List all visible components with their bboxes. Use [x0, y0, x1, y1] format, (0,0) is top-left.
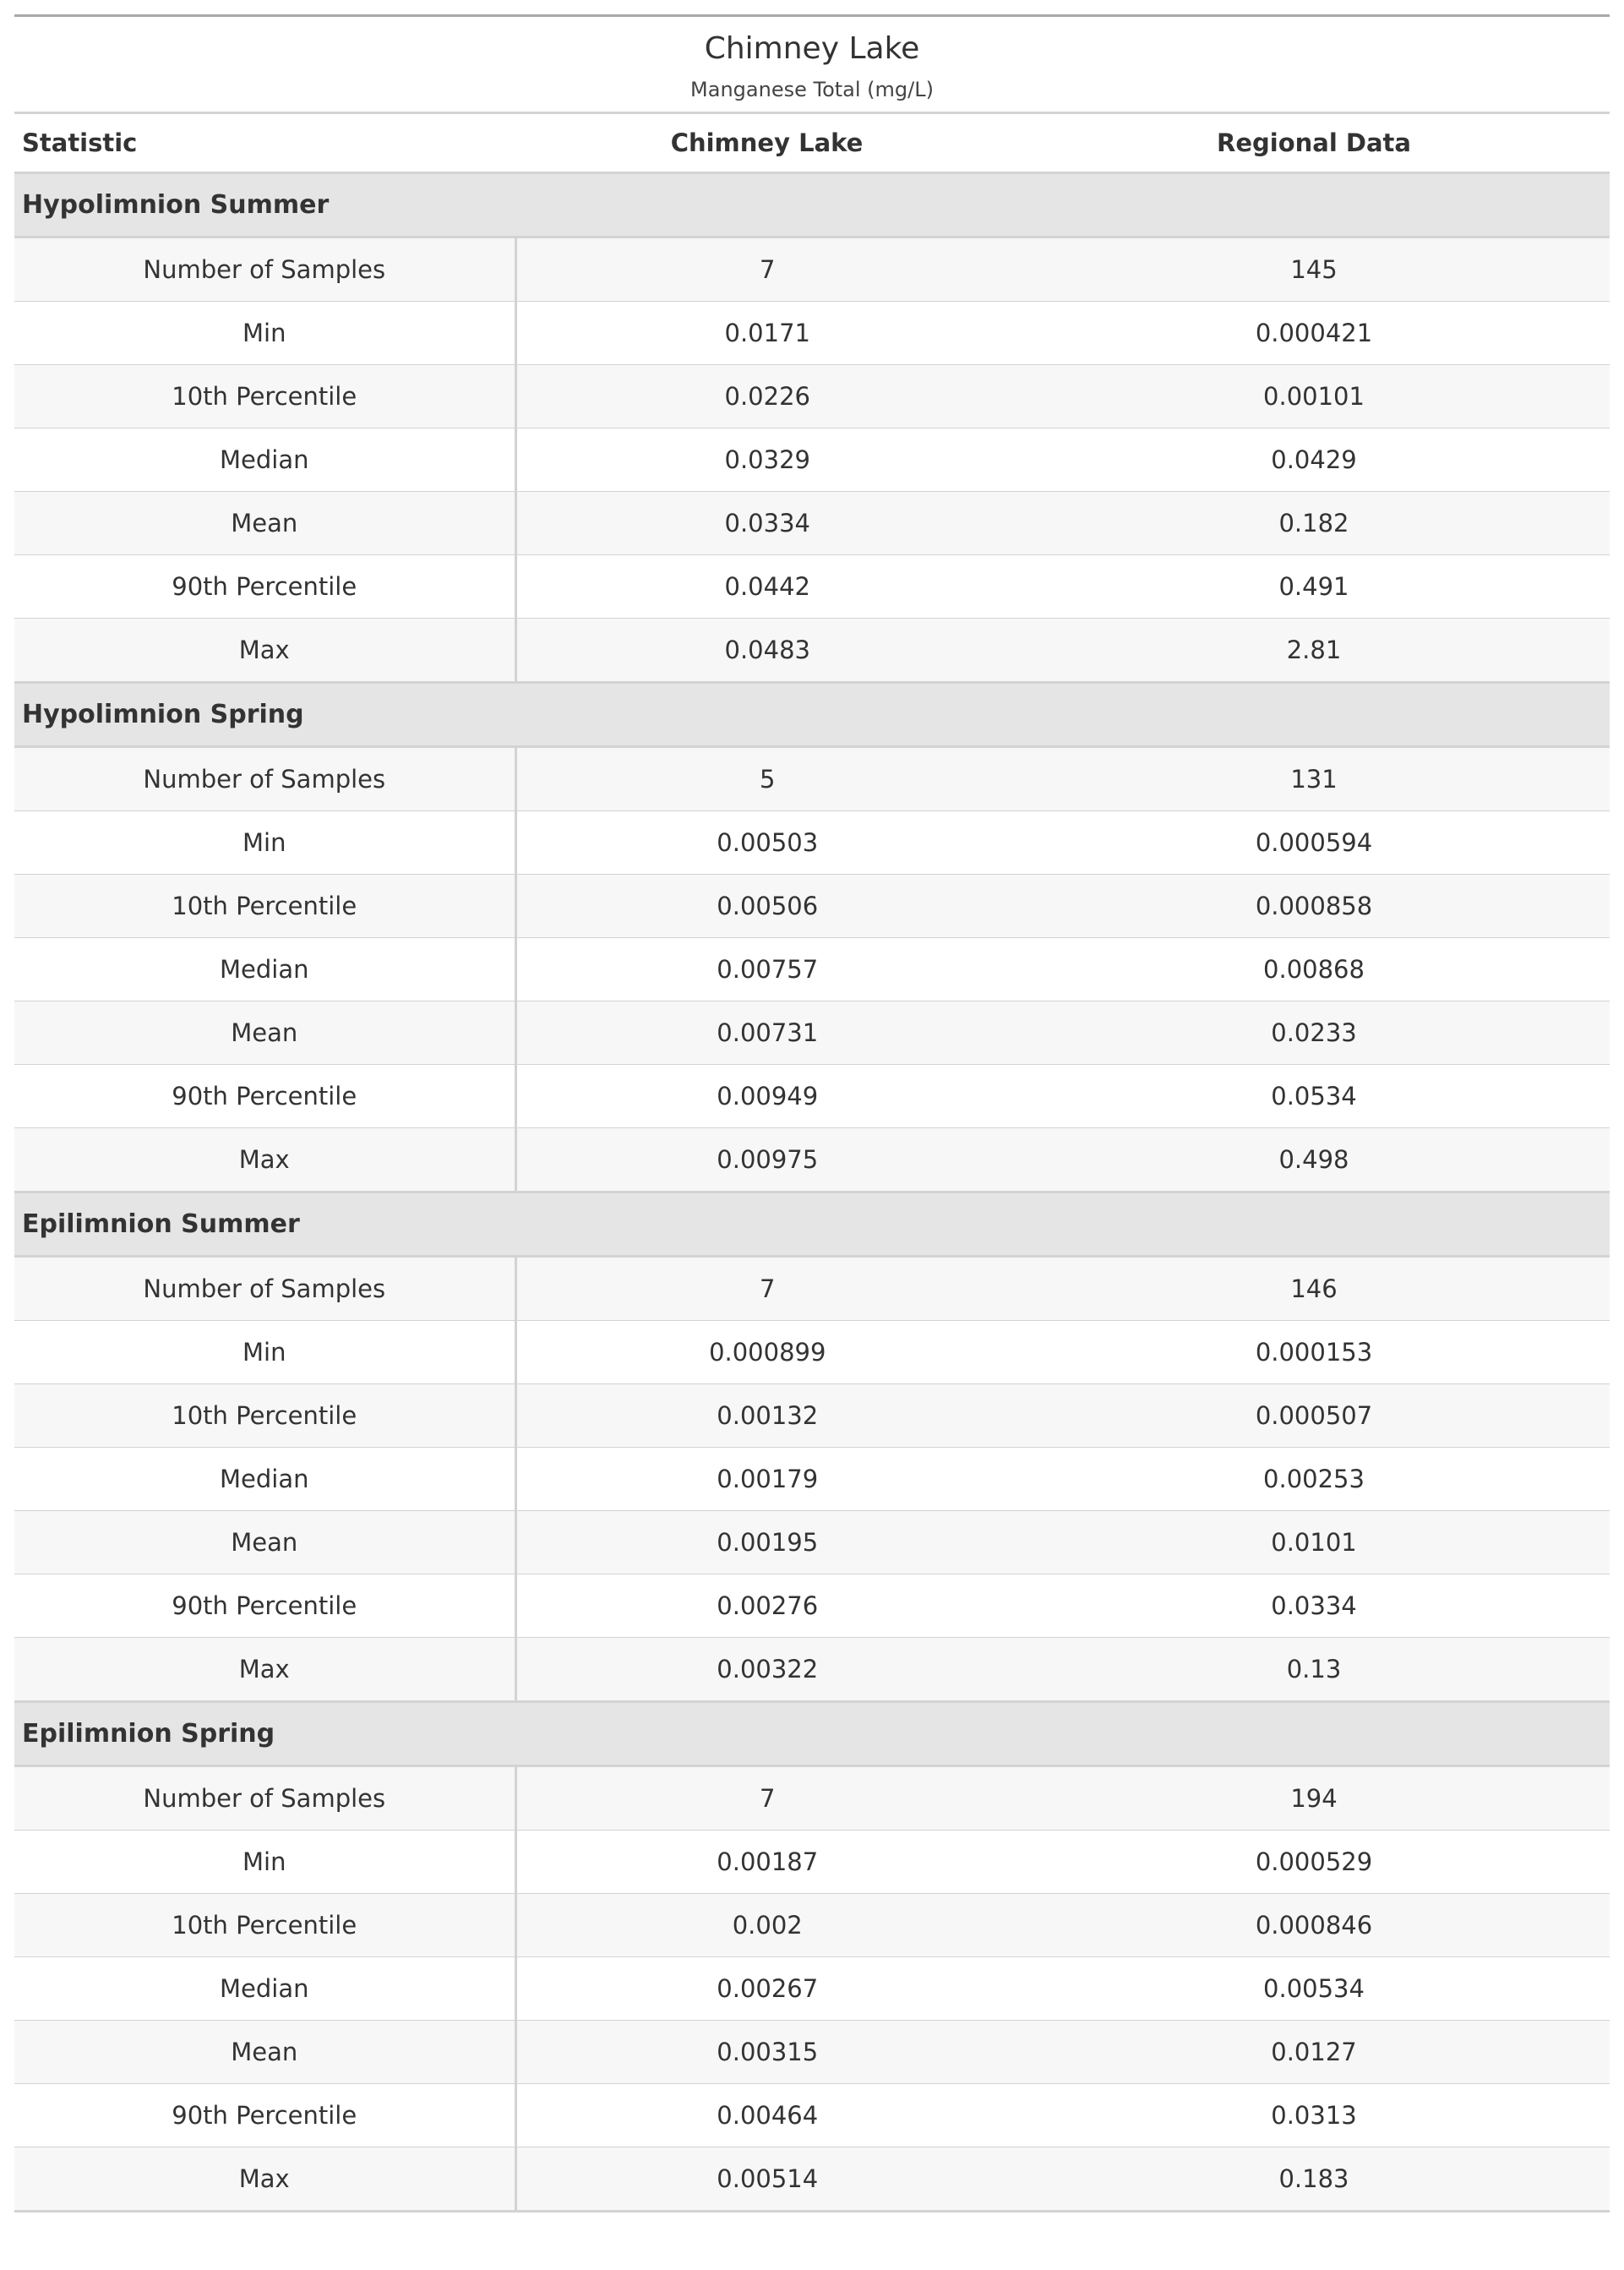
statistic-cell: 10th Percentile [14, 1894, 515, 1957]
lake-value-cell: 0.0329 [515, 428, 1018, 492]
statistic-cell: Mean [14, 2021, 515, 2084]
statistic-cell: 10th Percentile [14, 365, 515, 428]
table-body [14, 173, 1610, 2212]
table-row [14, 428, 1610, 492]
table-row [14, 1065, 1610, 1128]
statistic-cell: 10th Percentile [14, 1384, 515, 1448]
lake-value-cell: 0.00267 [515, 1957, 1018, 2021]
table-row [14, 1511, 1610, 1574]
lake-value-cell: 0.0442 [515, 555, 1018, 619]
lake-value-cell: 0.0334 [515, 492, 1018, 555]
statistic-cell: 90th Percentile [14, 1065, 515, 1128]
table-subtitle: Manganese Total (mg/L) [690, 78, 934, 101]
table-row [14, 811, 1610, 875]
lake-value-cell: 0.0171 [515, 302, 1018, 365]
table-title: Chimney Lake [704, 31, 920, 66]
statistic-cell: Number of Samples [14, 1257, 515, 1321]
regional-value-cell: 2.81 [1018, 619, 1610, 683]
lake-value-cell: 7 [515, 1766, 1018, 1831]
regional-value-cell: 0.491 [1018, 555, 1610, 619]
regional-value-cell: 0.000507 [1018, 1384, 1610, 1448]
table-row [14, 875, 1610, 938]
lake-value-cell: 7 [515, 237, 1018, 302]
table-row [14, 1128, 1610, 1192]
regional-value-cell: 0.183 [1018, 2147, 1610, 2212]
statistic-cell: Number of Samples [14, 237, 515, 302]
lake-value-cell: 0.0483 [515, 619, 1018, 683]
lake-value-cell: 0.00315 [515, 2021, 1018, 2084]
table-row [14, 1257, 1610, 1321]
statistic-cell: Mean [14, 492, 515, 555]
regional-value-cell: 0.000594 [1018, 811, 1610, 875]
statistic-cell: Mean [14, 1511, 515, 1574]
lake-value-cell: 7 [515, 1257, 1018, 1321]
table-row [14, 555, 1610, 619]
regional-value-cell: 0.0429 [1018, 428, 1610, 492]
table-row [14, 2084, 1610, 2147]
table-row [14, 365, 1610, 428]
statistic-cell: 10th Percentile [14, 875, 515, 938]
lake-value-cell: 0.000899 [515, 1321, 1018, 1384]
table-row [14, 1001, 1610, 1065]
regional-value-cell: 0.182 [1018, 492, 1610, 555]
column-header-lake: Chimney Lake [515, 113, 1018, 173]
group-label: Epilimnion Spring [14, 1702, 1610, 1766]
regional-value-cell: 131 [1018, 747, 1610, 811]
lake-value-cell: 0.00757 [515, 938, 1018, 1001]
table-header [14, 16, 1610, 173]
group-row [14, 1702, 1610, 1766]
statistic-cell: Number of Samples [14, 1766, 515, 1831]
regional-value-cell: 0.000529 [1018, 1831, 1610, 1894]
regional-value-cell: 0.0101 [1018, 1511, 1610, 1574]
table-row [14, 1321, 1610, 1384]
table-row [14, 2147, 1610, 2212]
title-row [14, 16, 1610, 113]
table-row [14, 1638, 1610, 1702]
lake-value-cell: 0.0226 [515, 365, 1018, 428]
table-row [14, 1894, 1610, 1957]
group-label: Hypolimnion Summer [14, 173, 1610, 237]
lake-value-cell: 0.00132 [515, 1384, 1018, 1448]
statistics-table [14, 14, 1610, 2213]
column-header-row [14, 113, 1610, 173]
regional-value-cell: 0.000858 [1018, 875, 1610, 938]
column-header-statistic: Statistic [14, 113, 515, 173]
statistic-cell: 90th Percentile [14, 555, 515, 619]
regional-value-cell: 0.00868 [1018, 938, 1610, 1001]
regional-value-cell: 0.000846 [1018, 1894, 1610, 1957]
group-row [14, 1192, 1610, 1257]
lake-value-cell: 0.00276 [515, 1574, 1018, 1638]
lake-value-cell: 0.00464 [515, 2084, 1018, 2147]
statistic-cell: Min [14, 302, 515, 365]
table-row [14, 1384, 1610, 1448]
statistic-cell: Median [14, 938, 515, 1001]
statistic-cell: Min [14, 1831, 515, 1894]
table-row [14, 619, 1610, 683]
statistic-cell: Median [14, 1448, 515, 1511]
table-row [14, 1574, 1610, 1638]
lake-value-cell: 0.00322 [515, 1638, 1018, 1702]
regional-value-cell: 0.00534 [1018, 1957, 1610, 2021]
statistic-cell: 90th Percentile [14, 1574, 515, 1638]
lake-value-cell: 0.00949 [515, 1065, 1018, 1128]
lake-value-cell: 0.00975 [515, 1128, 1018, 1192]
group-label: Hypolimnion Spring [14, 683, 1610, 747]
lake-value-cell: 0.00506 [515, 875, 1018, 938]
table-row [14, 492, 1610, 555]
statistic-cell: Min [14, 1321, 515, 1384]
summary-table-container [14, 14, 1610, 2213]
regional-value-cell: 145 [1018, 237, 1610, 302]
table-row [14, 1831, 1610, 1894]
table-row [14, 747, 1610, 811]
regional-value-cell: 146 [1018, 1257, 1610, 1321]
lake-value-cell: 0.00195 [515, 1511, 1018, 1574]
lake-value-cell: 0.002 [515, 1894, 1018, 1957]
regional-value-cell: 0.0233 [1018, 1001, 1610, 1065]
table-row [14, 938, 1610, 1001]
regional-value-cell: 0.000421 [1018, 302, 1610, 365]
lake-value-cell: 5 [515, 747, 1018, 811]
table-row [14, 302, 1610, 365]
column-header-regional: Regional Data [1018, 113, 1610, 173]
group-row [14, 173, 1610, 237]
statistic-cell: Mean [14, 1001, 515, 1065]
table-heading [14, 16, 1610, 113]
regional-value-cell: 0.0534 [1018, 1065, 1610, 1128]
table-row [14, 2021, 1610, 2084]
regional-value-cell: 194 [1018, 1766, 1610, 1831]
statistic-cell: Min [14, 811, 515, 875]
statistic-cell: Median [14, 428, 515, 492]
statistic-cell: Max [14, 2147, 515, 2212]
regional-value-cell: 0.498 [1018, 1128, 1610, 1192]
regional-value-cell: 0.00101 [1018, 365, 1610, 428]
statistic-cell: Max [14, 1128, 515, 1192]
lake-value-cell: 0.00514 [515, 2147, 1018, 2212]
statistic-cell: Max [14, 1638, 515, 1702]
lake-value-cell: 0.00187 [515, 1831, 1018, 1894]
regional-value-cell: 0.000153 [1018, 1321, 1610, 1384]
regional-value-cell: 0.0334 [1018, 1574, 1610, 1638]
table-row [14, 237, 1610, 302]
lake-value-cell: 0.00503 [515, 811, 1018, 875]
lake-value-cell: 0.00179 [515, 1448, 1018, 1511]
lake-value-cell: 0.00731 [515, 1001, 1018, 1065]
statistic-cell: 90th Percentile [14, 2084, 515, 2147]
regional-value-cell: 0.00253 [1018, 1448, 1610, 1511]
group-label: Epilimnion Summer [14, 1192, 1610, 1257]
table-row [14, 1448, 1610, 1511]
regional-value-cell: 0.0127 [1018, 2021, 1610, 2084]
statistic-cell: Number of Samples [14, 747, 515, 811]
group-row [14, 683, 1610, 747]
statistic-cell: Median [14, 1957, 515, 2021]
regional-value-cell: 0.13 [1018, 1638, 1610, 1702]
regional-value-cell: 0.0313 [1018, 2084, 1610, 2147]
table-row [14, 1766, 1610, 1831]
statistic-cell: Max [14, 619, 515, 683]
table-row [14, 1957, 1610, 2021]
